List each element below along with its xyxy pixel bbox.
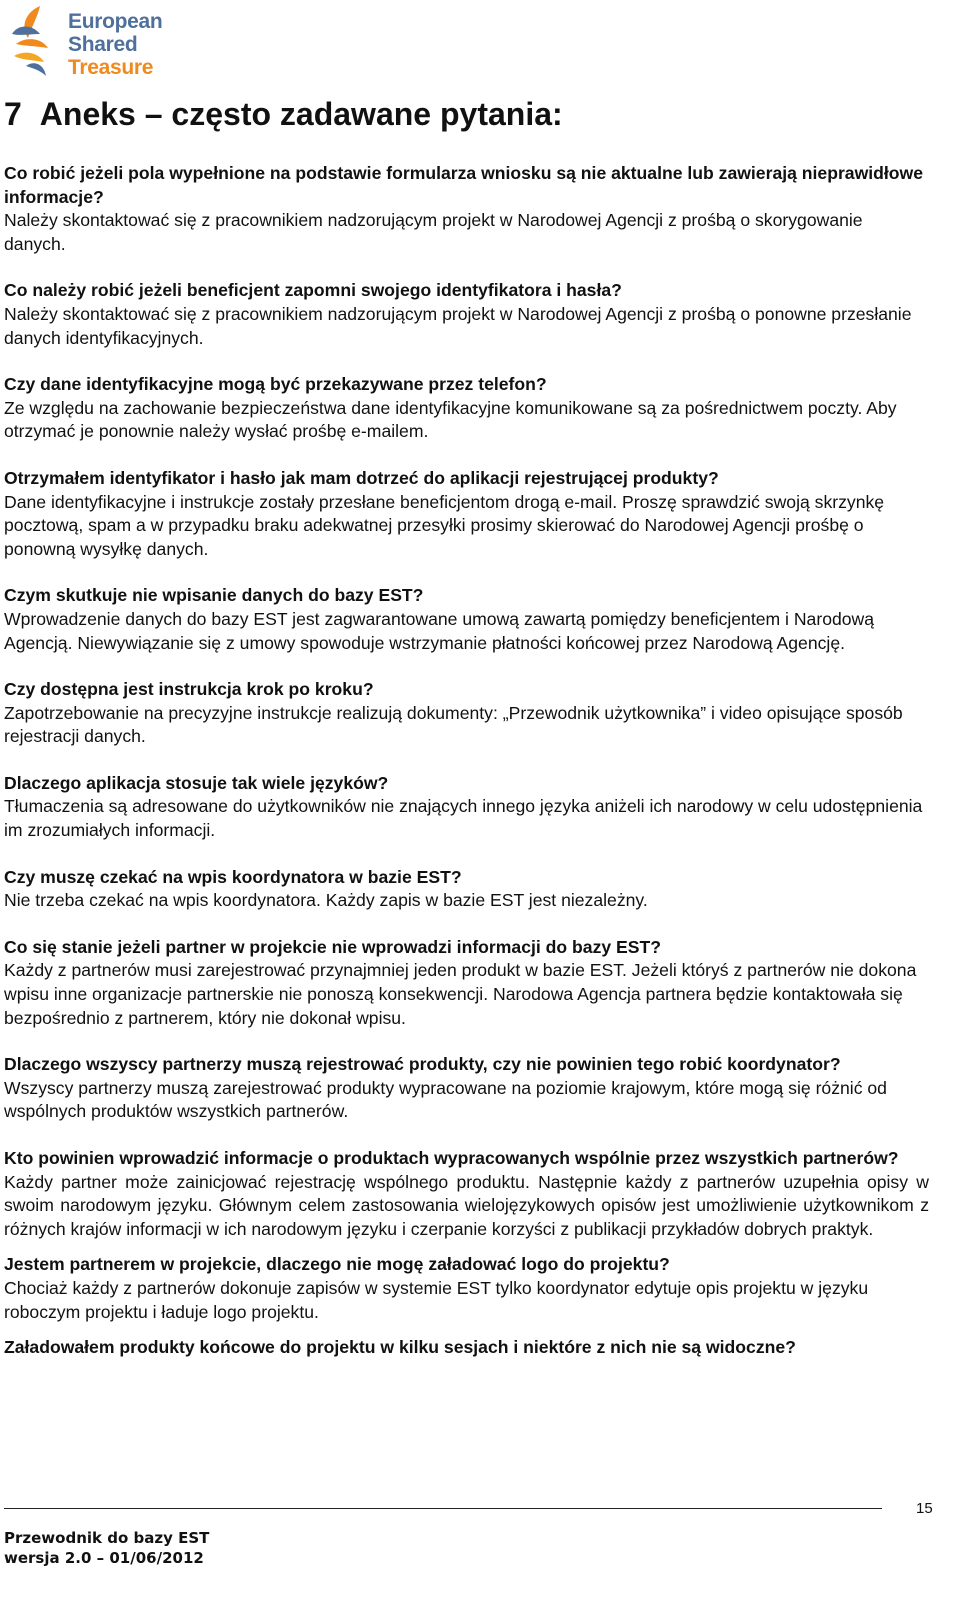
faq-item — [4, 1147, 929, 1241]
faq-question: Dlaczego aplikacja stosuje tak wiele języków? — [4, 772, 389, 793]
footer-doc-title: Przewodnik do bazy EST — [4, 1529, 210, 1547]
logo — [6, 4, 176, 82]
chapter-title: Aneks – często zadawane pytania: — [39, 96, 563, 132]
faq-answer: Należy skontaktować się z pracownikiem nadzorującym projekt w Narodowej Agencji z prośbą o ponowne przesłanie danych identyfikacyjnych. — [4, 303, 912, 348]
faq-answer: Tłumaczenia są adresowane do użytkowników nie znających innego języka aniżeli ich narodowy w celu udostępnienia im zrozumiałych informacji. — [4, 796, 923, 841]
logo-line-3: Treasure — [68, 56, 154, 79]
faq-item — [4, 373, 929, 444]
faq-answer: Chociaż każdy z partnerów dokonuje zapisów w systemie EST tylko koordynator edytuje opis projektu w języku roboczym projektu i ładuje logo projektu. — [4, 1277, 869, 1322]
faq-question: Czy dane identyfikacyjne mogą być przekazywane przez telefon? — [4, 374, 547, 395]
faq-item — [4, 1336, 929, 1360]
faq-answer: Każdy partner może zainicjować rejestrację wspólnego produktu. Następnie każdy z partnerów uzupełnia opisy w swoim narodowym języku. Głównym celem zastosowania wielojęzykowych opisów jest umożliwienie użytkownikom z różnych krajów informacji w ich narodowym języku i czerpanie korzyści z publikacji przykładów dobrych praktyk. — [4, 1171, 929, 1239]
faq-item — [4, 584, 929, 655]
faq-question: Dlaczego wszyscy partnerzy muszą rejestrować produkty, czy nie powinien tego robić koordynator? — [4, 1054, 841, 1075]
faq-item — [4, 162, 929, 256]
logo-line-2: Shared — [68, 33, 138, 56]
faq-question: Czym skutkuje nie wpisanie danych do bazy EST? — [4, 585, 424, 606]
page-number: 15 — [916, 1500, 933, 1517]
chapter-number: 7 — [4, 96, 22, 132]
faq-question: Załadowałem produkty końcowe do projektu w kilku sesjach i niektóre z nich nie są widoczne? — [4, 1337, 796, 1358]
faq-question: Kto powinien wprowadzić informacje o produktach wypracowanych wspólnie przez wszystkich partnerów? — [4, 1148, 899, 1168]
faq-item — [4, 279, 929, 350]
faq-list — [4, 162, 929, 1383]
faq-item — [4, 772, 929, 843]
faq-question: Co należy robić jeżeli beneficjent zapomni swojego identyfikatora i hasła? — [4, 280, 622, 301]
faq-answer: Dane identyfikacyjne i instrukcje zostały przesłane beneficjentom drogą e-mail. Proszę sprawdzić swoją skrzynkę pocztową, spam a w przypadku braku adekwatnej przesyłki prosimy skierować do Narodowej Agencji prośbę o ponowną wysyłkę danych. — [4, 491, 885, 559]
footer-version: wersja 2.0 – 01/06/2012 — [4, 1549, 204, 1567]
faq-question: Czy dostępna jest instrukcja krok po kroku? — [4, 679, 374, 700]
chapter-heading — [4, 96, 563, 133]
footer-divider — [4, 1508, 882, 1509]
faq-item — [4, 467, 929, 561]
faq-answer: Nie trzeba czekać na wpis koordynatora. Każdy zapis w bazie EST jest niezależny. — [4, 890, 648, 911]
faq-question: Czy muszę czekać na wpis koordynatora w bazie EST? — [4, 866, 462, 887]
faq-answer: Należy skontaktować się z pracownikiem nadzorującym projekt w Narodowej Agencji z prośbą o skorygowanie danych. — [4, 210, 863, 254]
faq-item — [4, 1253, 929, 1324]
faq-question: Otrzymałem identyfikator i hasło jak mam dotrzeć do aplikacji rejestrującej produkty? — [4, 467, 719, 488]
faq-answer: Wprowadzenie danych do bazy EST jest zagwarantowane umową zawartą pomiędzy beneficjentem i Narodową Agencją. Niewywiązanie się z umowy spowoduje wstrzymanie płatności końcowej przez Narodową Agencję. — [4, 608, 875, 653]
faq-question: Co robić jeżeli pola wypełnione na podstawie formularza wniosku są nie aktualne lub zawierają nieprawidłowe informacje? — [4, 163, 924, 207]
faq-item — [4, 1053, 929, 1124]
logo-line-1: European — [68, 10, 163, 33]
faq-item — [4, 678, 929, 749]
logo-text — [68, 10, 162, 79]
footer-doc-info — [4, 1528, 209, 1568]
faq-question: Co się stanie jeżeli partner w projekcie nie wprowadzi informacji do bazy EST? — [4, 936, 661, 957]
faq-answer: Wszyscy partnerzy muszą zarejestrować produkty wypracowane na poziomie krajowym, które mogą się różnić od wspólnych produktów wszystkich partnerów. — [4, 1077, 887, 1122]
faq-item — [4, 866, 929, 913]
faq-question: Jestem partnerem w projekcie, dlaczego nie mogę załadować logo do projektu? — [4, 1254, 670, 1275]
faq-answer: Każdy z partnerów musi zarejestrować przynajmniej jeden produkt w bazie EST. Jeżeli któryś z partnerów nie dokona wpisu inne organizacje partnerskie nie ponoszą konsekwencji. Narodowa Agencja partnera będzie kontaktowała się bezpośrednio z partnerem, który nie dokonał wpisu. — [4, 960, 917, 1028]
faq-answer: Zapotrzebowanie na precyzyjne instrukcje realizują dokumenty: „Przewodnik użytkownika” i video opisujące sposób rejestracji danych. — [4, 702, 903, 747]
logo-mark-icon — [6, 4, 66, 82]
faq-item — [4, 936, 929, 1030]
faq-answer: Ze względu na zachowanie bezpieczeństwa dane identyfikacyjne komunikowane są za pośrednictwem poczty. Aby otrzymać je ponownie należy wysłać prośbę e-mailem. — [4, 397, 897, 442]
